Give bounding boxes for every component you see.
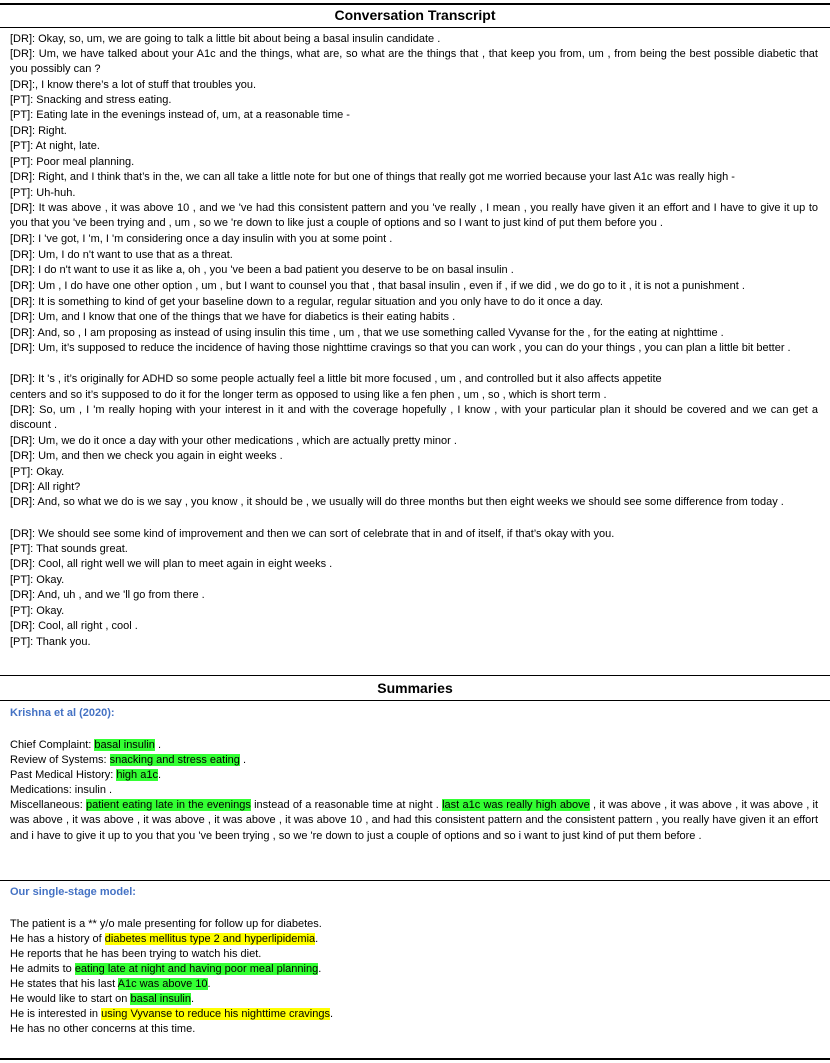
ours-heading: Our single-stage model:	[10, 886, 136, 898]
ours-line-6-highlight: basal insulin	[130, 993, 191, 1005]
transcript-line: [DR]: Um, and then we check you again in eight weeks .	[10, 450, 283, 462]
transcript-line: [DR]: Um, we do it once a day with your other medications , which are actually pretty minor .	[10, 435, 457, 447]
ros-label: Review of Systems:	[10, 754, 107, 766]
ours-line-7-post: .	[330, 1008, 334, 1020]
ours-line-6-pre: He would like to start on	[10, 993, 131, 1005]
transcript-line: [DR]: Um, it’s supposed to reduce the incidence of having those nighttime cravings so that you can work , you can do your things , you can plan a little bit better .	[10, 342, 791, 354]
misc-highlight-1: patient eating late in the evenings	[86, 799, 251, 811]
transcript-title-rule	[0, 27, 830, 28]
transcript-line: [PT]: At night, late.	[10, 140, 100, 152]
summaries-title-rule	[0, 700, 830, 701]
pmh-label: Past Medical History:	[10, 769, 114, 781]
transcript-line: [PT]: Poor meal planning.	[10, 156, 135, 168]
chief-complaint-end: .	[158, 739, 162, 751]
transcript-line: [DR]:, I know there’s a lot of stuff that troubles you.	[10, 79, 256, 91]
transcript-line: [DR]: It is something to kind of get your baseline down to a regular, regular situation and you only have to do it once a day.	[10, 296, 603, 308]
ours-line-8: He has no other concerns at this time.	[10, 1023, 196, 1035]
transcript-line: [PT]: Thank you.	[10, 636, 91, 648]
transcript-line: [DR]: And, so , I am proposing as instead of using insulin this time , um , that we use something called Vyvanse for the , for the eating at nighttime .	[10, 327, 724, 339]
transcript-line: [DR]: Um, we have talked about your A1c and the things, what are, so what are the things that , that keep you from, um , from being the best possible diabetic that you possibly can ?	[10, 48, 818, 76]
transcript-line: [PT]: Snacking and stress eating.	[10, 94, 172, 106]
chief-complaint-value: basal insulin	[94, 739, 155, 751]
ours-line-2-post: .	[315, 933, 319, 945]
ours-line-4-highlight: eating late at night and having poor meal planning	[74, 963, 319, 975]
ours-line-4-pre: He admits to	[10, 963, 75, 975]
summaries-title: Summaries	[377, 680, 453, 696]
ours-line-6	[10, 992, 194, 1007]
transcript-line: [DR]: And, so what we do is we say , you know , it should be , we usually will do three months but then eight weeks we should see some difference from today .	[10, 496, 784, 508]
misc-rest: , it was above , it was above , it was above , it was above , it was above , it was above , it was above , it was above 10 , and had this consistent pattern and the consistent pattern , you really have given it an effort and i have to give it up to you that you 've been trying , so we 're down to just a couple of options and so i want to just kind of put them before .	[10, 799, 819, 842]
transcript-line: [PT]: Okay.	[10, 574, 65, 586]
transcript-line: [DR]: Cool, all right , cool .	[10, 620, 138, 632]
ours-line-1: The patient is a ** y/o male presenting for follow up for diabetes.	[10, 918, 322, 930]
pmh-value: high a1c	[116, 769, 158, 781]
top-rule	[0, 3, 830, 5]
transcript-title: Conversation Transcript	[334, 7, 496, 23]
ours-line-7-pre: He is interested in	[10, 1008, 102, 1020]
transcript-line: [DR]: It was above , it was above 10 , and we 've had this consistent pattern and you 've really , I mean , you really have given it an effort and I have to give it up to you that you 've been trying and , um , so we 're down to like just a couple of options and so I want to just kind of put them before you .	[10, 202, 818, 230]
transcript-line: [DR]: So, um , I 'm really hoping with your interest in it and with the coverage hopefully , I know , with your particular plan it should be covered and we can get a discount .	[10, 404, 818, 432]
transcript-line: [DR]: And, uh , and we 'll go from there .	[10, 589, 205, 601]
transcript-line: [DR]: It 's , it’s originally for ADHD so some people actually feel a little bit more focused , um , and controlled but it also affects appetite	[10, 373, 662, 385]
ours-line-7-highlight: using Vyvanse to reduce his nighttime cravings	[101, 1008, 330, 1020]
medications: Medications: insulin .	[10, 784, 113, 796]
ours-line-5-highlight: A1c was above 10	[117, 978, 208, 990]
transcript-line: [DR]: I 've got, I 'm, I 'm considering once a day insulin with you at some point .	[10, 233, 393, 245]
transcript-line: [DR]: Um , I do have one other option , um , but I want to counsel you that , that basal insulin , even if , if we did , we do go to it , it is not a punishment .	[10, 280, 745, 292]
ours-line-2-highlight: diabetes mellitus type 2 and hyperlipidemia	[104, 933, 316, 945]
past-medical-history	[10, 768, 161, 783]
transcript-line: [DR]: Um, and I know that one of the things that we have for diabetics is their eating habits .	[10, 311, 456, 323]
pmh-end: .	[157, 769, 162, 781]
transcript-line: [DR]: All right?	[10, 481, 81, 493]
ours-line-2-pre: He has a history of	[10, 933, 105, 945]
chief-complaint-label: Chief Complaint:	[10, 739, 92, 751]
ours-line-5-pre: He states that his last	[10, 978, 118, 990]
ours-line-3: He reports that he has been trying to watch his diet.	[10, 948, 262, 960]
transcript-line: [PT]: Uh-huh.	[10, 187, 76, 199]
summaries-top-rule	[0, 675, 830, 676]
transcript-line: [DR]: Okay, so, um, we are going to talk a little bit about being a basal insulin candidate .	[10, 33, 441, 45]
transcript-line: [PT]: Okay.	[10, 605, 65, 617]
misc-label: Miscellaneous:	[10, 799, 83, 811]
krishna-heading: Krishna et al (2020):	[10, 707, 115, 719]
misc-highlight-2: last a1c was really high above	[442, 799, 590, 811]
transcript-line: [DR]: Cool, all right well we will plan to meet again in eight weeks .	[10, 558, 333, 570]
mid-summary-rule	[0, 880, 830, 881]
transcript-line: [DR]: Right.	[10, 125, 67, 137]
review-of-systems	[10, 753, 246, 768]
transcript-line: [DR]: Um, I do n't want to use that as a threat.	[10, 249, 233, 261]
ros-value: snacking and stress eating	[109, 754, 240, 766]
ours-line-6-post: .	[191, 993, 195, 1005]
ours-line-5	[10, 977, 211, 992]
bottom-rule	[0, 1058, 830, 1060]
transcript-line: [PT]: Eating late in the evenings instead of, um, at a reasonable time -	[10, 109, 350, 121]
misc-middle: instead of a reasonable time at night .	[250, 799, 443, 811]
ours-line-4-post: .	[318, 963, 322, 975]
ros-end: .	[242, 754, 247, 766]
chief-complaint	[10, 738, 161, 753]
transcript-line: [DR]: Right, and I think that’s in the, we can all take a little note for but one of things that really got me worried because your last A1c was really high -	[10, 171, 735, 183]
ours-line-4	[10, 962, 321, 977]
transcript-line: centers and so it’s supposed to do it for the longer term as opposed to using like a fen phen , um , so , which is short term .	[10, 389, 607, 401]
transcript-line: [DR]: I do n't want to use it as like a, oh , you 've been a bad patient you deserve to be on basal insulin .	[10, 264, 514, 276]
transcript-line: [PT]: That sounds great.	[10, 543, 128, 555]
ours-line-5-post: .	[207, 978, 211, 990]
transcript-line: [DR]: We should see some kind of improvement and then we can sort of celebrate that in and of itself, if that’s okay with you.	[10, 528, 615, 540]
ours-line-2	[10, 932, 318, 947]
transcript-line: [PT]: Okay.	[10, 466, 65, 478]
ours-line-7	[10, 1007, 333, 1022]
miscellaneous	[10, 798, 818, 844]
